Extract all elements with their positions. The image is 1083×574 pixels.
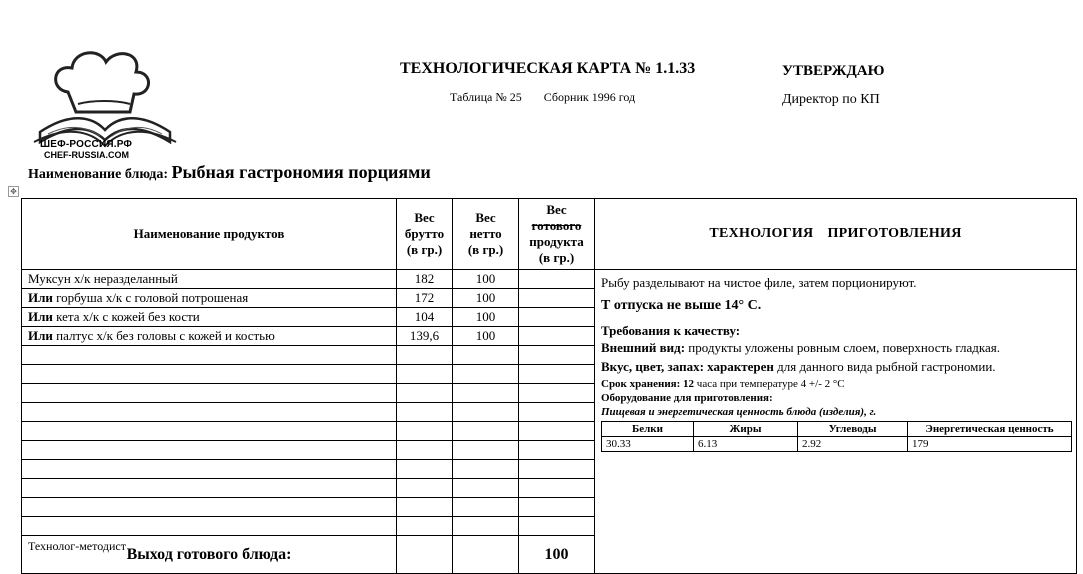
tech-card-table bbox=[21, 198, 1077, 574]
product-name: Или палтус х/к без головы с кожей и костью bbox=[22, 327, 397, 346]
nutrition-fat: 6.13 bbox=[694, 437, 798, 452]
product-name: Муксун х/к неразделанный bbox=[22, 270, 397, 289]
table-number: Таблица № 25 bbox=[450, 90, 522, 104]
quality-title: Требования к качеству: bbox=[601, 323, 741, 338]
total-value: 100 bbox=[519, 536, 595, 574]
tech-intro: Рыбу разделывают на чистое филе, затем порционируют. bbox=[601, 275, 917, 290]
product-name: Или кета х/к с кожей без кости bbox=[22, 308, 397, 327]
nutrition-carbs: 2.92 bbox=[798, 437, 908, 452]
collection-year: Сборник 1996 год bbox=[543, 90, 636, 104]
appearance: Внешний вид: продукты уложены ровным слоем, поверхность гладкая. bbox=[601, 340, 1000, 355]
nutrition-title: Пищевая и энергетическая ценность блюда (изделия), г. bbox=[601, 406, 877, 418]
ready-weight bbox=[519, 308, 595, 327]
dish-line bbox=[28, 162, 431, 183]
taste: Вкус, цвет, запах: характерен для данного вида рыбной гастрономии. bbox=[601, 359, 996, 374]
footer-role: Технолог-методист bbox=[28, 539, 126, 553]
header-net: Вес нетто (в гр.) bbox=[453, 199, 519, 270]
gross-weight: 104 bbox=[397, 308, 453, 327]
serving-temperature: Т отпуска не выше 14° С. bbox=[601, 298, 762, 313]
director-label: Директор по КП bbox=[782, 92, 880, 107]
table-row bbox=[22, 270, 1077, 289]
dish-name: Рыбная гастрономия порциями bbox=[171, 162, 431, 182]
storage: Срок хранения: 12 часа при температуре 4 +/- 2 °С bbox=[601, 378, 845, 390]
net-weight: 100 bbox=[453, 289, 519, 308]
nutrition-header-carbs: Углеводы bbox=[798, 422, 908, 437]
product-name: Или горбуша х/к с головой потрошеная bbox=[22, 289, 397, 308]
total-label: Выход готового блюда: bbox=[22, 536, 397, 574]
nutrition-header-energy: Энергетическая ценность bbox=[908, 422, 1072, 437]
ready-weight bbox=[519, 270, 595, 289]
header-ready: Вес готового продукта (в гр.) bbox=[519, 199, 595, 270]
gross-weight: 172 bbox=[397, 289, 453, 308]
equipment-label: Оборудование для приготовления: bbox=[601, 392, 773, 404]
logo-text-ru: ШЕФ-РОССИЯ.РФ bbox=[40, 139, 133, 150]
nutrition-protein: 30.33 bbox=[602, 437, 694, 452]
header-technology: ТЕХНОЛОГИЯ ПРИГОТОВЛЕНИЯ bbox=[595, 199, 1077, 270]
gross-weight: 182 bbox=[397, 270, 453, 289]
dish-label: Наименование блюда: bbox=[28, 167, 168, 182]
net-weight: 100 bbox=[453, 308, 519, 327]
nutrition-energy: 179 bbox=[908, 437, 1072, 452]
header-gross: Вес брутто (в гр.) bbox=[397, 199, 453, 270]
ready-weight bbox=[519, 289, 595, 308]
logo-text-en: CHEF-RUSSIA.COM bbox=[44, 150, 129, 160]
card-title: ТЕХНОЛОГИЧЕСКАЯ КАРТА № 1.1.33 bbox=[400, 60, 696, 77]
table-move-handle-icon[interactable]: ✥ bbox=[8, 186, 19, 197]
gross-weight: 139,6 bbox=[397, 327, 453, 346]
header-product: Наименование продуктов bbox=[22, 199, 397, 270]
nutrition-table bbox=[601, 421, 1072, 452]
ready-weight bbox=[519, 327, 595, 346]
table-reference bbox=[450, 90, 635, 105]
nutrition-header-protein: Белки bbox=[602, 422, 694, 437]
nutrition-header-fat: Жиры bbox=[694, 422, 798, 437]
net-weight: 100 bbox=[453, 327, 519, 346]
approve-label: УТВЕРЖДАЮ bbox=[782, 63, 885, 79]
technology-cell bbox=[595, 270, 1077, 574]
net-weight: 100 bbox=[453, 270, 519, 289]
